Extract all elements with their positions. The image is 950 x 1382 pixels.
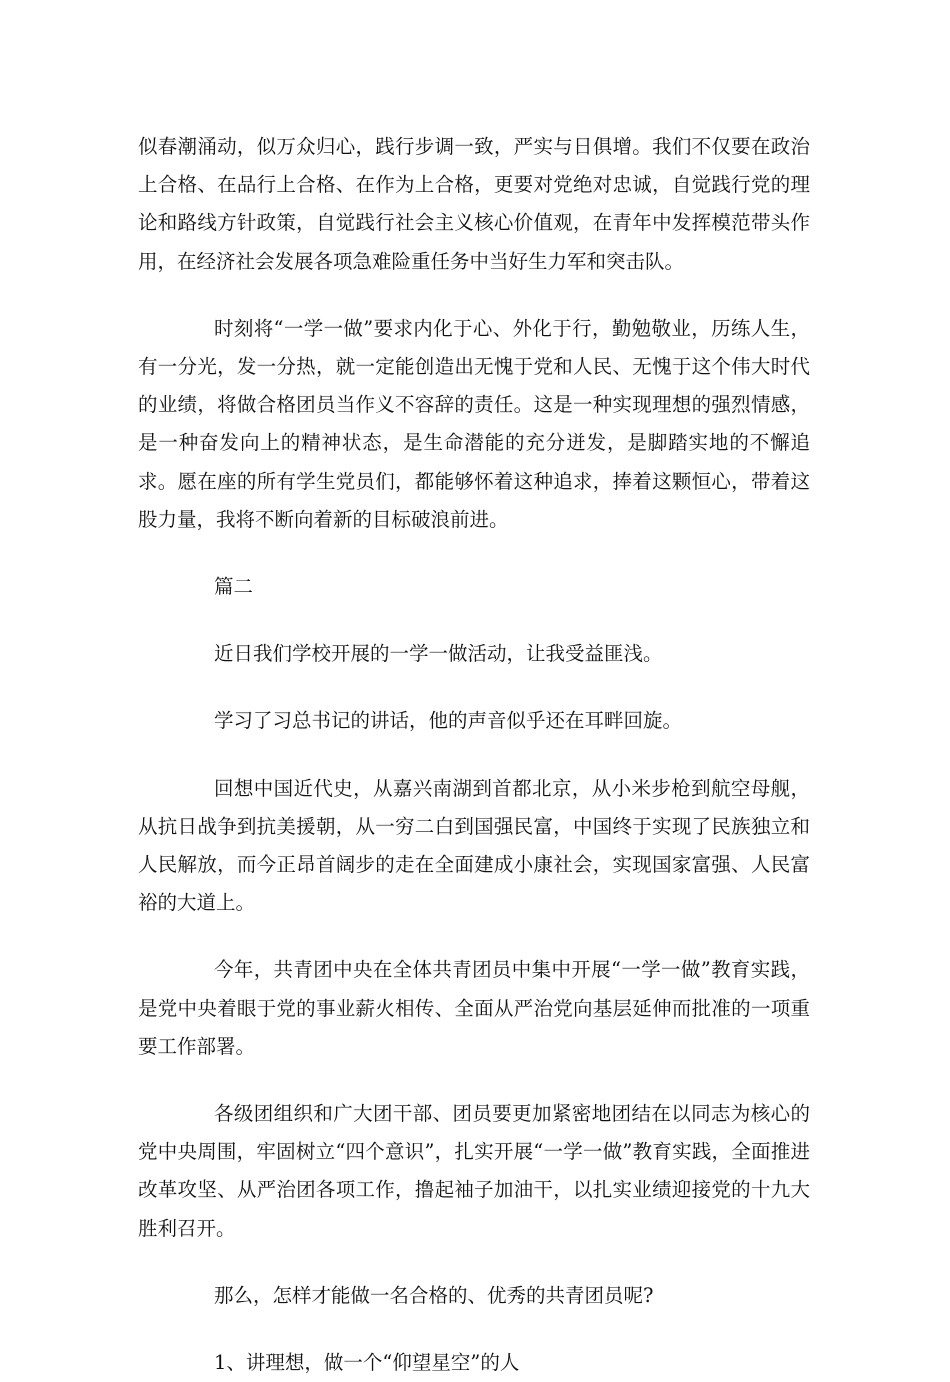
paragraph: 近日我们学校开展的一学一做活动，让我受益匪浅。 [214, 642, 663, 666]
paragraph: 今年，共青团中央在全体共青团员中集中开展“一学一做”教育实践，是党中央着眼于党的事业薪火相传、全面从严治党向基层延伸而批准的一项重要工作部署。 [138, 958, 810, 1058]
paragraph: 那么，怎样才能做一名合格的、优秀的共青团员呢? [214, 1283, 654, 1307]
section-heading: 篇二 [214, 575, 254, 599]
document-body [138, 128, 810, 1382]
paragraph: 学习了习总书记的讲话，他的声音似乎还在耳畔回旋。 [214, 709, 683, 733]
paragraph: 各级团组织和广大团干部、团员要更加紧密地团结在以同志为核心的党中央周围，牢固树立“四个意识”，扎实开展“一学一做”教育实践，全面推进改革攻坚、从严治团各项工作，撸起袖子加油干，以扎实业绩迎接党的十九大胜利召开。 [138, 1102, 810, 1240]
paragraph: 时刻将“一学一做”要求内化于心、外化于行，勤勉敬业，历练人生，有一分光，发一分热，就一定能创造出无愧于党和人民、无愧于这个伟大时代的业绩，将做合格团员当作义不容辞的责任。这是一种实现理想的强烈情感，是一种奋发向上的精神状态，是生命潜能的充分迸发，是脚踏实地的不懈追求。愿在座的所有学生党员们，都能够怀着这种追求，捧着这颗恒心，带着这股力量，我将不断向着新的目标破浪前进。 [138, 316, 810, 531]
paragraph-continuation: 似春潮涌动，似万众归心，践行步调一致，严实与日俱增。我们不仅要在政治上合格、在品行上合格、在作为上合格，更要对党绝对忠诚，自觉践行党的理论和路线方针政策，自觉践行社会主义核心价值观，在青年中发挥模范带头作用，在经济社会发展各项急难险重任务中当好生力军和突击队。 [138, 135, 810, 273]
list-item-heading: 1、讲理想，做一个“仰望星空”的人 [214, 1351, 520, 1375]
paragraph: 回想中国近代史，从嘉兴南湖到首都北京，从小米步枪到航空母舰，从抗日战争到抗美援朝，从一穷二白到国强民富，中国终于实现了民族独立和人民解放，而今正昂首阔步的走在全面建成小康社会，实现国家富强、人民富裕的大道上。 [138, 776, 810, 915]
